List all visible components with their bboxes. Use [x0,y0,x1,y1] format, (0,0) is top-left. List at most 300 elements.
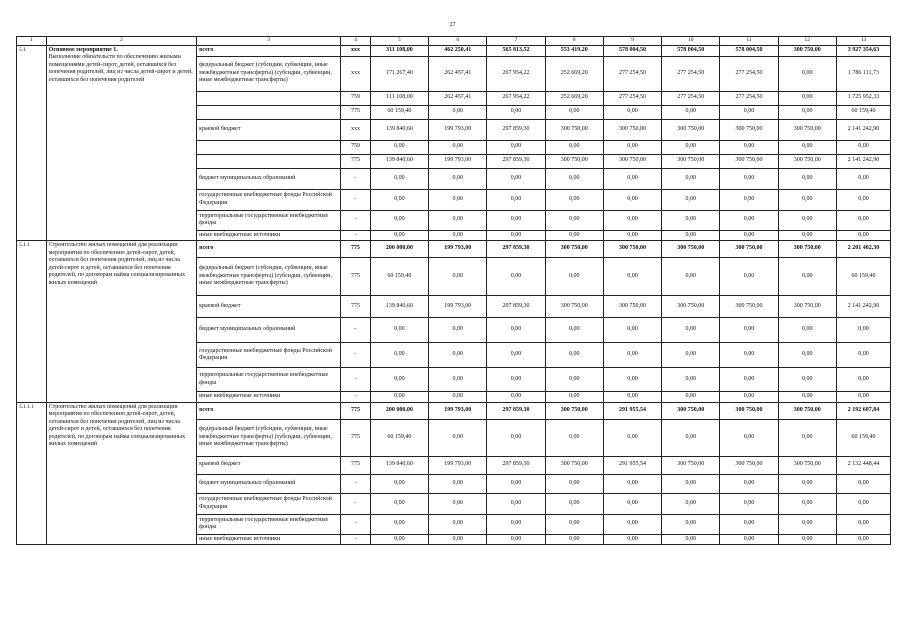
amount-cell: 0,00 [429,105,487,119]
amount-cell: 0,00 [836,140,890,154]
amount-cell: 0,00 [370,392,428,403]
amount-cell: 0,00 [429,534,487,545]
amount-cell: 0,00 [778,493,836,514]
amount-cell: 311 108,00 [370,45,428,56]
amount-cell: 0,00 [603,514,661,534]
table-row [17,241,891,258]
amount-cell: 0,00 [778,168,836,189]
amount-cell: 60 159,40 [370,105,428,119]
amount-cell: 291 955,54 [603,402,661,419]
amount-cell: 300 750,00 [778,241,836,258]
amount-cell: 0,00 [429,230,487,241]
amount-cell: 0,00 [370,343,428,368]
funding-source: бюджет муниципальных образований [197,168,341,189]
funding-source: всего [197,45,341,56]
amount-cell: 0,00 [429,474,487,493]
funding-source: иные внебюджетные источники [197,392,341,403]
amount-cell: 300 750,00 [603,241,661,258]
amount-cell: 300 750,00 [545,296,603,318]
amount-cell: 0,00 [487,343,545,368]
amount-cell: 0,00 [370,514,428,534]
amount-cell: 277 254,50 [603,56,661,91]
amount-cell: 60 159,40 [370,258,428,296]
amount-cell: 199 793,00 [429,456,487,474]
amount-cell: 0,00 [545,514,603,534]
amount-cell: 0,00 [429,258,487,296]
amount-cell: 0,00 [778,343,836,368]
amount-cell: 0,00 [487,168,545,189]
amount-cell: 139 840,60 [370,296,428,318]
amount-cell: 0,00 [778,258,836,296]
amount-cell: 0,00 [836,168,890,189]
funding-source: краевой бюджет [197,296,341,318]
amount-cell: 0,00 [429,189,487,210]
budget-code: - [341,514,371,534]
amount-cell: 0,00 [662,514,720,534]
amount-cell: 300 750,00 [603,296,661,318]
amount-cell: 578 004,50 [662,45,720,56]
funding-source: всего [197,402,341,419]
amount-cell: 0,00 [720,140,778,154]
amount-cell: 0,00 [370,140,428,154]
amount-cell: 0,00 [662,392,720,403]
amount-cell: 0,00 [778,318,836,343]
amount-cell: 300 750,00 [662,154,720,168]
amount-cell: 300 750,00 [662,119,720,140]
amount-cell: 0,00 [487,419,545,456]
amount-cell: 267 954,22 [487,56,545,91]
amount-cell: 0,00 [487,210,545,230]
amount-cell: 300 750,00 [720,456,778,474]
amount-cell: 0,00 [603,189,661,210]
amount-cell: 0,00 [836,514,890,534]
amount-cell: 111 108,00 [370,91,428,105]
budget-code: ххх [341,56,371,91]
amount-cell: 0,00 [662,318,720,343]
amount-cell: 0,00 [836,318,890,343]
funding-source: бюджет муниципальных образований [197,474,341,493]
funding-source: территориальные государственные внебюджетные фонды [197,210,341,230]
amount-cell: 300 750,00 [720,402,778,419]
amount-cell: 300 750,00 [778,45,836,56]
amount-cell: 0,00 [487,258,545,296]
item-description [46,45,196,241]
amount-cell: 0,00 [487,534,545,545]
amount-cell: 0,00 [545,474,603,493]
budget-code: - [341,474,371,493]
amount-cell: 0,00 [662,258,720,296]
amount-cell: 60 159,40 [370,419,428,456]
budget-code: - [341,210,371,230]
budget-code: - [341,189,371,210]
amount-cell: 578 004,50 [603,45,661,56]
funding-source: федеральный бюджет (субсидии, субвенции, иные межбюджетные трансферты) (субсидии, субвенции, иные межбюджетные трансферты) [197,258,341,296]
amount-cell: 300 750,00 [662,241,720,258]
amount-cell: 0,00 [778,189,836,210]
item-description-text: Строительство жилых помещений для реализации мероприятия по обеспечению детей-сирот, детей, оставшихся без попечения родителей, лиц из числа детей-сирот и детей, оставшихся без попечения родителей, по договорам найма специализированных жилых помещений [48,403,186,448]
funding-source: краевой бюджет [197,119,341,140]
amount-cell: 0,00 [662,140,720,154]
funding-source [197,105,341,119]
amount-cell: 199 793,00 [429,154,487,168]
budget-code: 775 [341,105,371,119]
amount-cell: 0,00 [778,514,836,534]
amount-cell: 0,00 [720,230,778,241]
amount-cell: 277 254,50 [720,56,778,91]
amount-cell: 2 192 607,84 [836,402,890,419]
budget-code: - [341,534,371,545]
amount-cell: 0,00 [545,210,603,230]
funding-source: федеральный бюджет (субсидии, субвенции, иные межбюджетные трансферты) (субсидии, субвенции, иные межбюджетные трансферты) [197,419,341,456]
page-number: 27 [449,22,456,28]
amount-cell: 0,00 [487,189,545,210]
amount-cell: 0,00 [545,343,603,368]
amount-cell: 0,00 [429,168,487,189]
header-cell: 2 [46,37,196,46]
amount-cell: 199 793,00 [429,296,487,318]
amount-cell: 0,00 [603,318,661,343]
amount-cell: 0,00 [836,493,890,514]
amount-cell: 0,00 [720,493,778,514]
amount-cell: 0,00 [603,493,661,514]
amount-cell: 300 750,00 [720,241,778,258]
amount-cell: 0,00 [545,493,603,514]
amount-cell: 0,00 [778,368,836,392]
amount-cell: 0,00 [720,168,778,189]
amount-cell: 0,00 [487,318,545,343]
amount-cell: 0,00 [778,140,836,154]
funding-source: государственные внебюджетные фонды Российской Федерации [197,493,341,514]
amount-cell: 139 840,60 [370,456,428,474]
amount-cell: 0,00 [720,514,778,534]
amount-cell: 553 419,20 [545,45,603,56]
amount-cell: 0,00 [370,318,428,343]
item-description-text: Строительство жилых помещений для реализации мероприятия по обеспечению детей-сирот, детей, оставшихся без попечения родителей, лиц из числа детей-сирот и детей, оставшихся без попечения родителей, по договорам найма специализированных жилых помещений [48,242,186,286]
funding-source [197,91,341,105]
amount-cell: 0,00 [720,318,778,343]
column-number-header [17,37,891,46]
amount-cell: 0,00 [603,230,661,241]
amount-cell: 0,00 [429,140,487,154]
amount-cell: 171 267,40 [370,56,428,91]
amount-cell: 0,00 [487,368,545,392]
amount-cell: 0,00 [836,392,890,403]
amount-cell: 0,00 [836,189,890,210]
amount-cell: 0,00 [603,368,661,392]
amount-cell: 300 750,00 [778,154,836,168]
amount-cell: 0,00 [429,318,487,343]
header-cell: 6 [429,37,487,46]
amount-cell: 1 725 952,33 [836,91,890,105]
item-description [46,241,196,403]
budget-code: - [341,368,371,392]
amount-cell: 0,00 [370,534,428,545]
header-cell: 5 [370,37,428,46]
amount-cell: 0,00 [370,493,428,514]
amount-cell: 0,00 [545,419,603,456]
amount-cell: 565 813,52 [487,45,545,56]
amount-cell: 2 141 242,90 [836,154,890,168]
amount-cell: 0,00 [720,258,778,296]
item-code: 5.1.1.1 [17,402,47,545]
amount-cell: 277 254,50 [662,91,720,105]
amount-cell: 0,00 [720,474,778,493]
amount-cell: 199 793,00 [429,119,487,140]
amount-cell: 0,00 [545,140,603,154]
amount-cell: 139 840,60 [370,154,428,168]
funding-source: иные внебюджетные источники [197,230,341,241]
budget-code: - [341,493,371,514]
amount-cell: 0,00 [545,534,603,545]
amount-cell: 300 750,00 [778,402,836,419]
item-title: Основное мероприятие 1. [48,46,118,53]
amount-cell: 0,00 [778,210,836,230]
header-cell: 10 [662,37,720,46]
table-row [17,402,891,419]
amount-cell: 199 793,00 [429,241,487,258]
amount-cell: 0,00 [545,258,603,296]
amount-cell: 291 955,54 [603,456,661,474]
amount-cell: 0,00 [603,343,661,368]
amount-cell: 0,00 [778,91,836,105]
amount-cell: 262 457,41 [429,91,487,105]
amount-cell: 0,00 [603,105,661,119]
amount-cell: 0,00 [603,210,661,230]
amount-cell: 0,00 [836,368,890,392]
amount-cell: 0,00 [720,210,778,230]
header-cell: 7 [487,37,545,46]
item-code: 5.1.1 [17,241,47,403]
amount-cell: 0,00 [429,368,487,392]
amount-cell: 578 004,50 [720,45,778,56]
amount-cell: 0,00 [429,493,487,514]
amount-cell: 0,00 [545,230,603,241]
item-code: 5.1 [17,45,47,241]
header-cell: 12 [778,37,836,46]
amount-cell: 0,00 [487,140,545,154]
budget-code: 775 [341,241,371,258]
amount-cell: 277 254,50 [662,56,720,91]
amount-cell: 0,00 [545,168,603,189]
table-row [17,45,891,56]
header-cell: 11 [720,37,778,46]
amount-cell: 0,00 [370,230,428,241]
amount-cell: 60 159,40 [836,419,890,456]
amount-cell: 300 750,00 [720,154,778,168]
amount-cell: 297 859,30 [487,154,545,168]
amount-cell: 300 750,00 [720,296,778,318]
amount-cell: 60 159,40 [836,258,890,296]
amount-cell: 139 840,60 [370,119,428,140]
amount-cell: 0,00 [720,392,778,403]
amount-cell: 277 254,50 [720,91,778,105]
amount-cell: 277 254,50 [603,91,661,105]
amount-cell: 200 000,00 [370,402,428,419]
amount-cell: 0,00 [487,392,545,403]
amount-cell: 0,00 [370,168,428,189]
amount-cell: 300 750,00 [662,456,720,474]
amount-cell: 0,00 [370,189,428,210]
funding-source: государственные внебюджетные фонды Российской Федерации [197,189,341,210]
funding-source [197,154,341,168]
amount-cell: 0,00 [429,210,487,230]
budget-code: - [341,318,371,343]
amount-cell: 300 750,00 [545,456,603,474]
budget-code: 775 [341,258,371,296]
amount-cell: 300 750,00 [720,119,778,140]
amount-cell: 0,00 [429,343,487,368]
amount-cell: 0,00 [662,230,720,241]
amount-cell: 0,00 [720,534,778,545]
amount-cell: 0,00 [778,474,836,493]
amount-cell: 0,00 [603,534,661,545]
header-cell: 3 [197,37,341,46]
amount-cell: 0,00 [603,258,661,296]
budget-code: 759 [341,140,371,154]
amount-cell: 0,00 [662,189,720,210]
amount-cell: 0,00 [370,474,428,493]
budget-table [16,36,891,545]
amount-cell: 199 793,00 [429,402,487,419]
header-cell: 9 [603,37,661,46]
amount-cell: 0,00 [778,534,836,545]
amount-cell: 1 786 111,73 [836,56,890,91]
funding-source: краевой бюджет [197,456,341,474]
amount-cell: 0,00 [778,56,836,91]
amount-cell: 262 457,41 [429,56,487,91]
budget-code: 775 [341,419,371,456]
amount-cell: 0,00 [487,105,545,119]
funding-source: государственные внебюджетные фонды Российской Федерации [197,343,341,368]
amount-cell: 0,00 [778,230,836,241]
amount-cell: 252 669,20 [545,91,603,105]
amount-cell: 462 250,41 [429,45,487,56]
budget-code: 759 [341,91,371,105]
amount-cell: 297 859,30 [487,456,545,474]
funding-source: бюджет муниципальных образований [197,318,341,343]
amount-cell: 0,00 [662,534,720,545]
amount-cell: 0,00 [429,419,487,456]
amount-cell: 0,00 [487,230,545,241]
amount-cell: 2 201 402,30 [836,241,890,258]
amount-cell: 0,00 [720,419,778,456]
header-cell: 8 [545,37,603,46]
amount-cell: 300 750,00 [778,296,836,318]
amount-cell: 0,00 [836,210,890,230]
amount-cell: 0,00 [778,419,836,456]
amount-cell: 0,00 [603,419,661,456]
amount-cell: 300 750,00 [662,296,720,318]
amount-cell: 0,00 [778,392,836,403]
amount-cell: 300 750,00 [603,154,661,168]
amount-cell: 0,00 [662,474,720,493]
funding-source: территориальные государственные внебюджетные фонды [197,514,341,534]
amount-cell: 0,00 [370,368,428,392]
amount-cell: 0,00 [836,474,890,493]
amount-cell: 2 141 242,90 [836,296,890,318]
amount-cell: 0,00 [545,105,603,119]
amount-cell: 0,00 [662,493,720,514]
header-cell: 4 [341,37,371,46]
amount-cell: 300 750,00 [545,402,603,419]
amount-cell: 297 859,30 [487,119,545,140]
amount-cell: 0,00 [545,368,603,392]
amount-cell: 297 859,30 [487,241,545,258]
header-cell: 13 [836,37,890,46]
amount-cell: 0,00 [836,230,890,241]
amount-cell: 0,00 [370,210,428,230]
amount-cell: 0,00 [720,343,778,368]
amount-cell: 297 859,30 [487,296,545,318]
funding-source: иные внебюджетные источники [197,534,341,545]
amount-cell: 0,00 [487,474,545,493]
amount-cell: 300 750,00 [778,119,836,140]
amount-cell: 0,00 [545,392,603,403]
amount-cell: 0,00 [662,343,720,368]
amount-cell: 0,00 [603,140,661,154]
amount-cell: 252 669,20 [545,56,603,91]
amount-cell: 300 750,00 [545,119,603,140]
amount-cell: 0,00 [603,474,661,493]
amount-cell: 0,00 [662,419,720,456]
amount-cell: 0,00 [545,318,603,343]
budget-code: - [341,343,371,368]
amount-cell: 0,00 [487,514,545,534]
amount-cell: 300 750,00 [662,402,720,419]
item-description [46,402,196,545]
budget-code: 775 [341,296,371,318]
budget-code: 775 [341,402,371,419]
funding-source: всего [197,241,341,258]
amount-cell: 0,00 [429,392,487,403]
funding-source: федеральный бюджет (субсидии, субвенции, иные межбюджетные трансферты) (субсидии, субвенции, иные межбюджетные трансферты) [197,56,341,91]
amount-cell: 3 927 354,63 [836,45,890,56]
funding-source [197,140,341,154]
budget-code: - [341,168,371,189]
amount-cell: 60 159,40 [836,105,890,119]
amount-cell: 0,00 [545,189,603,210]
amount-cell: 0,00 [429,514,487,534]
amount-cell: 0,00 [662,210,720,230]
amount-cell: 200 000,00 [370,241,428,258]
budget-code: ххх [341,45,371,56]
amount-cell: 300 750,00 [545,241,603,258]
amount-cell: 0,00 [720,105,778,119]
amount-cell: 300 750,00 [778,456,836,474]
amount-cell: 0,00 [603,168,661,189]
budget-code: ххх [341,119,371,140]
amount-cell: 0,00 [836,343,890,368]
header-cell: 1 [17,37,47,46]
amount-cell: 0,00 [778,105,836,119]
funding-source: территориальные государственные внебюджетные фонды [197,368,341,392]
budget-code: - [341,230,371,241]
amount-cell: 297 859,30 [487,402,545,419]
amount-cell: 0,00 [720,189,778,210]
item-description-text: Выполнение обязательств по обеспечению жилыми помещениями детей-сирот, детей, оставшихся без попечения родителей, лиц из числа детей-сирот и детей, оставшихся без попечения родителей [48,54,193,83]
amount-cell: 0,00 [836,534,890,545]
amount-cell: 2 141 242,90 [836,119,890,140]
amount-cell: 0,00 [662,105,720,119]
amount-cell: 267 954,22 [487,91,545,105]
amount-cell: 300 750,00 [603,119,661,140]
amount-cell: 2 132 448,44 [836,456,890,474]
amount-cell: 0,00 [720,368,778,392]
amount-cell: 0,00 [603,392,661,403]
amount-cell: 300 750,00 [545,154,603,168]
amount-cell: 0,00 [662,368,720,392]
amount-cell: 0,00 [662,168,720,189]
